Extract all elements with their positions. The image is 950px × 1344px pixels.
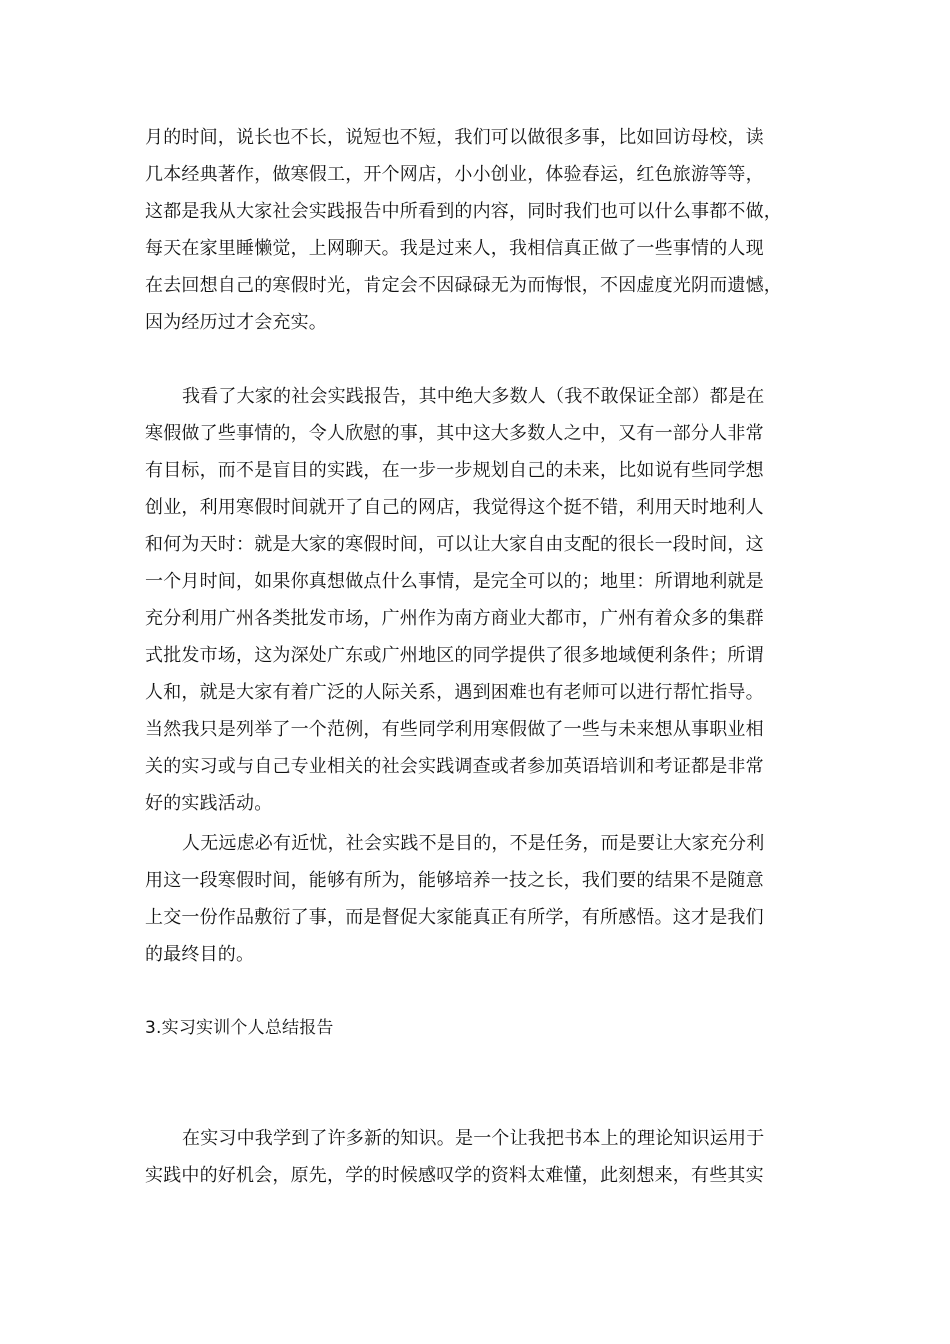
paragraph-1-line-5: 在去回想自己的寒假时光，肯定会不因碌碌无为而悔恨，不因虚度光阴而遗憾，: [145, 275, 782, 296]
paragraph-3-line-2: 用这一段寒假时间，能够有所为，能够培养一技之长，我们要的结果不是随意: [145, 870, 764, 891]
paragraph-2-line-3: 有目标，而不是盲目的实践，在一步一步规划自己的未来，比如说有些同学想: [145, 460, 764, 481]
paragraph-1-line-6: 因为经历过才会充实。: [145, 312, 327, 333]
paragraph-2-line-2: 寒假做了些事情的，令人欣慰的事，其中这大多数人之中，又有一部分人非常: [145, 423, 764, 444]
paragraph-2-line-9: 人和，就是大家有着广泛的人际关系，遇到困难也有老师可以进行帮忙指导。: [145, 682, 764, 703]
paragraph-3-line-4: 的最终目的。: [145, 944, 255, 965]
paragraph-1-line-2: 几本经典著作，做寒假工，开个网店，小小创业，体验春运，红色旅游等等，: [145, 164, 764, 185]
paragraph-1-line-1: 月的时间，说长也不长，说短也不短，我们可以做很多事，比如回访母校，读: [145, 127, 764, 148]
paragraph-2-line-12: 好的实践活动。: [145, 793, 273, 814]
paragraph-3-line-1: 人无远虑必有近忧，社会实践不是目的，不是任务，而是要让大家充分利: [182, 833, 765, 854]
paragraph-2-line-6: 一个月时间，如果你真想做点什么事情，是完全可以的；地里：所谓地利就是: [145, 571, 764, 592]
paragraph-1-line-3: 这都是我从大家社会实践报告中所看到的内容，同时我们也可以什么事都不做，: [145, 201, 782, 222]
paragraph-2-line-7: 充分利用广州各类批发市场，广州作为南方商业大都市，广州有着众多的集群: [145, 608, 764, 629]
paragraph-1-line-4: 每天在家里睡懒觉，上网聊天。我是过来人，我相信真正做了一些事情的人现: [145, 238, 764, 259]
paragraph-4-line-2: 实践中的好机会，原先，学的时候感叹学的资料太难懂，此刻想来，有些其实: [145, 1165, 764, 1186]
section-heading: 3.实习实训个人总结报告: [145, 1018, 334, 1038]
paragraph-4-line-1: 在实习中我学到了许多新的知识。是一个让我把书本上的理论知识运用于: [182, 1128, 765, 1149]
paragraph-2-line-1: 我看了大家的社会实践报告，其中绝大多数人（我不敢保证全部）都是在: [182, 386, 765, 407]
paragraph-2-line-11: 关的实习或与自己专业相关的社会实践调查或者参加英语培训和考证都是非常: [145, 756, 764, 777]
paragraph-2-line-10: 当然我只是列举了一个范例，有些同学利用寒假做了一些与未来想从事职业相: [145, 719, 764, 740]
paragraph-3-line-3: 上交一份作品敷衍了事，而是督促大家能真正有所学，有所感悟。这才是我们: [145, 907, 764, 928]
paragraph-2-line-4: 创业，利用寒假时间就开了自己的网店，我觉得这个挺不错，利用天时地利人: [145, 497, 764, 518]
paragraph-2-line-5: 和何为天时：就是大家的寒假时间，可以让大家自由支配的很长一段时间，这: [145, 534, 764, 555]
paragraph-2-line-8: 式批发市场，这为深处广东或广州地区的同学提供了很多地域便利条件；所谓: [145, 645, 764, 666]
